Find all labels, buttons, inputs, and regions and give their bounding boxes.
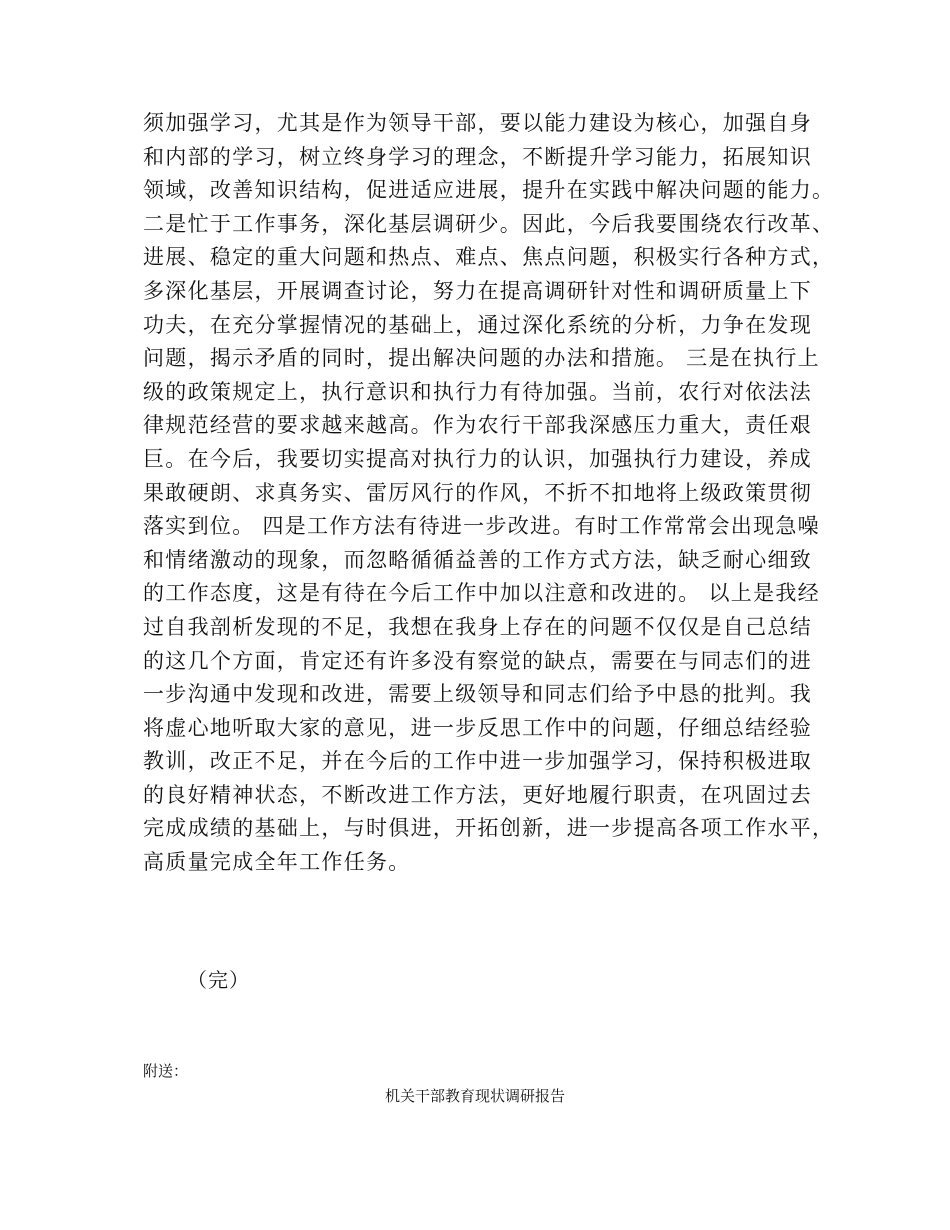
text-line: 完成成绩的基础上，与时俱进，开拓创新，进一步提高各项工作水平， (143, 816, 835, 841)
text-line: 的工作态度，这是有待在今后工作中加以注意和改进的。 以上是我经 (143, 581, 820, 606)
closing-mark: （完） (187, 968, 250, 992)
text-line: 须加强学习，尤其是作为领导干部，要以能力建设为核心，加强自身 (143, 111, 812, 135)
attachment-label: 附送： (143, 1062, 189, 1080)
text-line: 教训，改正不足，并在今后的工作中进一步加强学习，保持积极进取 (143, 749, 812, 774)
text-line: 功夫，在充分掌握情况的基础上，通过深化系统的分析，力争在发现 (143, 312, 812, 337)
text-line: 和内部的学习，树立终身学习的理念，不断提升学习能力，拓展知识 (143, 144, 812, 169)
text-line: 律规范经营的要求越来越高。作为农行干部我深感压力重大，责任艰 (143, 413, 812, 438)
text-line: 多深化基层，开展调查讨论，努力在提高调研针对性和调研质量上下 (143, 278, 812, 303)
text-line: 的这几个方面，肯定还有许多没有察觉的缺点，需要在与同志们的进 (143, 648, 812, 673)
text-line: 级的政策规定上，执行意识和执行力有待加强。当前，农行对依法法 (143, 379, 812, 404)
text-line: 过自我剖析发现的不足，我想在我身上存在的问题不仅仅是自己总结 (143, 614, 812, 639)
text-line: 果敢硬朗、求真务实、雷厉风行的作风，不折不扣地将上级政策贯彻 (143, 480, 812, 505)
text-line: 高质量完成全年工作任务。 (143, 850, 411, 875)
text-line: 一步沟通中发现和改进，需要上级领导和同志们给予中恳的批判。我 (143, 682, 812, 707)
text-line: 巨。在今后，我要切实提高对执行力的认识，加强执行力建设，养成 (143, 446, 812, 471)
text-line: 将虚心地听取大家的意见，进一步反思工作中的问题，仔细总结经验 (143, 715, 812, 740)
text-line: 落实到位。 四是工作方法有待进一步改进。有时工作常常会出现急噪 (143, 514, 820, 539)
attachment-title: 机关干部教育现状调研报告 (384, 1087, 565, 1105)
text-line: 领域，改善知识结构，促进适应进展，提升在实践中解决问题的能力。 (143, 178, 835, 203)
text-line: 二是忙于工作事务，深化基层调研少。因此，今后我要围绕农行改革、 (143, 211, 835, 236)
text-line: 进展、稳定的重大问题和热点、难点、焦点问题，积极实行各种方式， (143, 245, 835, 270)
body-text (143, 107, 835, 880)
text-line: 和情绪激动的现象，而忽略循循益善的工作方式方法，缺乏耐心细致 (143, 547, 812, 572)
text-line: 问题，揭示矛盾的同时，提出解决问题的办法和措施。 三是在执行上 (143, 346, 820, 371)
text-line: 的良好精神状态，不断改进工作方法，更好地履行职责，在巩固过去 (143, 782, 812, 807)
